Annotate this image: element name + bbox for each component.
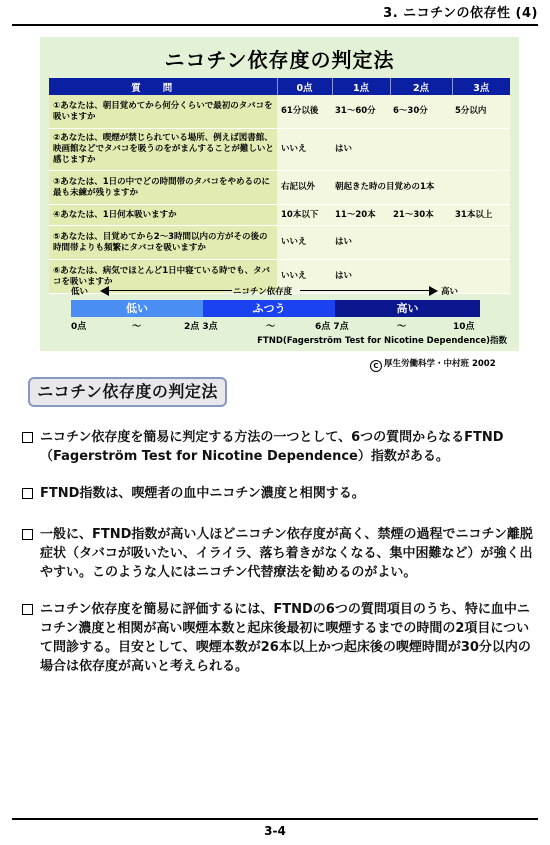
scale-segment-low: 低い xyxy=(71,300,203,317)
answer-cell: 10本以下 xyxy=(277,205,332,226)
arrow-right-icon xyxy=(429,286,438,296)
answer-cell: いいえ xyxy=(277,260,332,294)
answer-cell: 61分以後 xyxy=(277,95,332,129)
figure-title: ニコチン依存度の判定法 xyxy=(164,48,395,72)
scale-segment-normal: ふつう xyxy=(203,300,335,317)
answer-cell: いいえ xyxy=(277,226,332,260)
section-title: ニコチン依存度の判定法 xyxy=(28,377,227,407)
header-question: 質問 xyxy=(49,78,277,95)
bullet-text: FTND指数は、喫煙者の血中ニコチン濃度と相関する。 xyxy=(40,486,365,501)
table-row xyxy=(49,95,510,129)
page-header-title: 3. ニコチンの依存性 (4) xyxy=(383,6,538,21)
bullet-list xyxy=(20,428,535,694)
answer-cell: 右記以外 xyxy=(277,171,332,205)
arrow-left-icon xyxy=(100,286,109,296)
bullet-text: ニコチン依存度を簡易に判定する方法の一つとして、6つの質問からなるFTND（Fagerström Test for Nicotine Dependence）指数がある。 xyxy=(40,430,504,464)
answer-cell: 21～30本 xyxy=(390,205,452,226)
answer-cell xyxy=(452,171,510,205)
answer-cell xyxy=(452,226,510,260)
list-item xyxy=(20,428,535,466)
copyright-icon: C xyxy=(370,360,382,372)
ftnd-table xyxy=(49,78,510,294)
page-number: 3-4 xyxy=(264,824,286,838)
answer-cell: 6～30分 xyxy=(390,95,452,129)
question-cell: ②あなたは、喫煙が禁じられている場所、例えば図書館、映画館などでタバコを吸うのをがまんすることが難しいと感じますか xyxy=(49,129,277,171)
answer-cell: 5分以内 xyxy=(452,95,510,129)
answer-cell: 31～60分 xyxy=(332,95,390,129)
answer-cell: 朝起きた時の目覚めの1本 xyxy=(332,171,452,205)
scale-axis-label: ニコチン依存度 xyxy=(233,287,293,297)
credit-text: 厚生労働科学・中村班 2002 xyxy=(384,359,496,369)
scale-tick: 6点 7点 xyxy=(315,322,349,332)
ftnd-index-note: FTND(Fagerström Test for Nicotine Dependence)指数 xyxy=(257,336,507,346)
scale-tick: ～ xyxy=(397,322,407,332)
scale-low-label: 低い xyxy=(71,287,89,297)
scale-tick: ～ xyxy=(132,322,142,332)
bullet-text: ニコチン依存度を簡易に評価するには、FTNDの6つの質問項目のうち、特に血中ニコチン濃度と相関が高い喫煙本数と起床後最初に喫煙するまでの時間の2項目について問診する。目安として、喫煙本数が26本以上かつ起床後の喫煙時間が30分以内の場合は依存度が高いと考えられる。 xyxy=(40,602,531,674)
scale-arrow-line xyxy=(300,290,430,291)
header-rule xyxy=(12,24,538,26)
scale-tick: ～ xyxy=(266,322,276,332)
header-score-0: 0点 xyxy=(277,78,332,95)
table-row xyxy=(49,205,510,226)
table-header-row xyxy=(49,78,510,95)
copyright-credit xyxy=(370,357,496,372)
scale-arrow-line xyxy=(108,290,232,291)
answer-cell: 11～20本 xyxy=(332,205,390,226)
answer-cell: はい xyxy=(332,129,390,171)
question-cell: ④あなたは、1日何本吸いますか xyxy=(49,205,277,226)
table-row xyxy=(49,171,510,205)
scale-tick: 0点 xyxy=(71,322,87,332)
question-cell: ⑤あなたは、目覚めてから2～3時間以内の方がその後の時間帯よりも頻繁にタバコを吸いますか xyxy=(49,226,277,260)
list-item xyxy=(20,525,535,582)
footer-rule xyxy=(12,818,538,820)
question-cell: ③あなたは、1日の中でどの時間帯のタバコをやめるのに最も未練が残りますか xyxy=(49,171,277,205)
answer-cell xyxy=(390,226,452,260)
scale-tick: 10点 xyxy=(453,322,475,332)
square-bullet-icon xyxy=(22,529,33,540)
answer-cell xyxy=(390,129,452,171)
list-item xyxy=(20,484,535,503)
answer-cell: 31本以上 xyxy=(452,205,510,226)
answer-cell xyxy=(452,260,510,294)
question-cell: ⑥あなたは、病気でほとんど1日中寝ている時でも、タバコを吸いますか xyxy=(49,260,277,294)
scale-high-label: 高い xyxy=(441,287,459,297)
header-score-1: 1点 xyxy=(332,78,390,95)
question-cell: ①あなたは、朝目覚めてから何分くらいで最初のタバコを吸いますか xyxy=(49,95,277,129)
table-row xyxy=(49,226,510,260)
header-score-3: 3点 xyxy=(452,78,510,95)
list-item xyxy=(20,600,535,676)
scale-segment-high: 高い xyxy=(335,300,480,317)
answer-cell xyxy=(452,129,510,171)
square-bullet-icon xyxy=(22,604,33,615)
answer-cell: はい xyxy=(332,260,390,294)
table-row xyxy=(49,129,510,171)
answer-cell: はい xyxy=(332,226,390,260)
ftnd-figure xyxy=(40,37,519,351)
scale-tick: 2点 3点 xyxy=(184,322,218,332)
header-score-2: 2点 xyxy=(390,78,452,95)
square-bullet-icon xyxy=(22,432,33,443)
square-bullet-icon xyxy=(22,488,33,499)
bullet-text: 一般に、FTND指数が高い人ほどニコチン依存度が高く、禁煙の過程でニコチン離脱症状（タバコが吸いたい、イライラ、落ち着きがなくなる、集中困難など）が強く出やすい。このような人にはニコチン代替療法を勧めるのがよい。 xyxy=(40,527,533,580)
answer-cell: いいえ xyxy=(277,129,332,171)
